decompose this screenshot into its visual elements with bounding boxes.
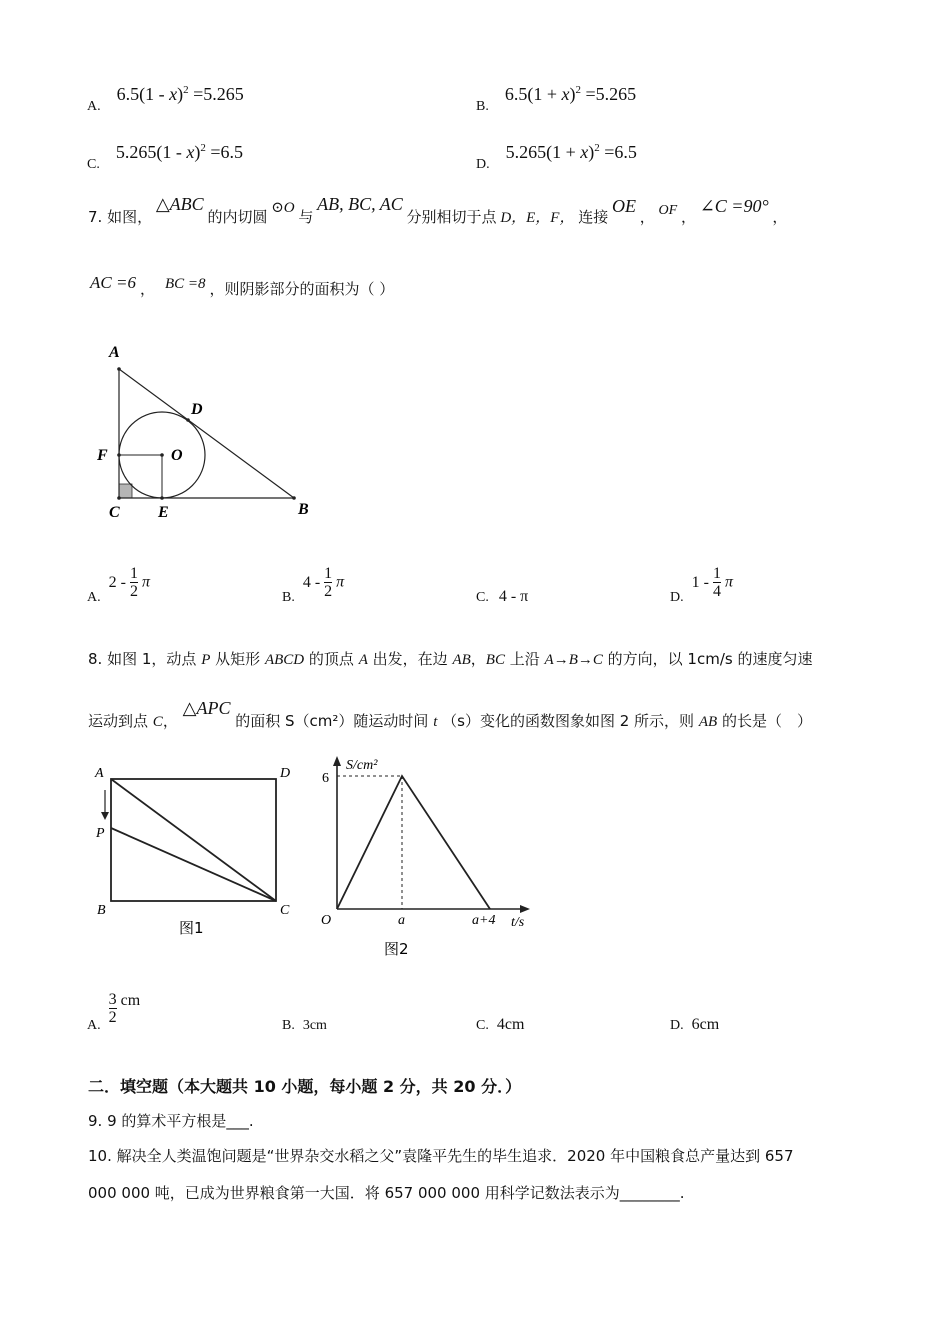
y-axis-arrow [333, 756, 341, 766]
fraction: $\frac{1}{2}$ [324, 565, 333, 600]
q10-line1: 10. 解决全人类温饱问题是“世界杂交水稻之父”袁隆平先生的毕生追求．2020 年中国粮食总产量达到 657 [88, 1147, 794, 1165]
q7-option-d[interactable]: D. 1 - $\frac{1}{4}$ π [670, 565, 733, 605]
q8-figure2 [312, 752, 537, 964]
q8-option-d[interactable]: D. 6cm [670, 1016, 720, 1033]
q7-figure [92, 340, 332, 530]
section-title: 二．填空题（本大题共 10 小题，每小题 2 分，共 20 分．） [88, 1077, 522, 1096]
option-expression: 5.265(1 - x)$^2$ =6.5 [115, 142, 243, 162]
fig2-caption: 图2 [384, 940, 409, 958]
point-d [186, 418, 190, 422]
fig1-label-a: A [95, 766, 104, 781]
side-ab [119, 369, 294, 498]
option-letter: A. [87, 99, 101, 114]
right-angle-shade [119, 484, 132, 498]
q7-option-b[interactable]: B. 4 - $\frac{1}{2}$ π [282, 565, 345, 605]
q7-option-c[interactable]: C. 4 - π [476, 588, 529, 605]
fig2-xlabel: t/s [511, 915, 525, 930]
fig1-caption: 图1 [179, 919, 204, 937]
q6-option-d[interactable] [476, 142, 637, 172]
fig2-origin: O [321, 913, 332, 928]
q10-line2: 000 000 吨，已成为世界粮食第一大国．将 657 000 000 用科学记数法表示为________. [88, 1184, 685, 1202]
q8-figure1 [92, 760, 302, 940]
fig1-label-c: C [280, 903, 290, 918]
label-a: A [109, 344, 120, 361]
point-a [117, 367, 121, 371]
label-c: C [109, 504, 120, 521]
point-o [160, 453, 164, 457]
fraction: $\frac{1}{4}$ [712, 565, 721, 600]
fig1-label-b: B [97, 903, 106, 918]
fraction: $\frac{3}{2}$ [108, 991, 117, 1026]
option-expression: $6.5(1 + x)^2 =5.265$ [504, 84, 637, 104]
q8-option-c[interactable]: C. 4cm [476, 1016, 525, 1033]
q8-stem-line2: 运动到点 C， △APC 的面积 S（cm²）随运动时间 t （s）变化的函数图象如图 2 所示，则 AB 的长是（ ） [88, 698, 812, 730]
q6-option-a[interactable] [87, 84, 244, 114]
fig2-y6: 6 [322, 771, 329, 786]
fig1-label-p: P [96, 826, 105, 841]
q9: 9. 9 的算术平方根是___. [88, 1112, 254, 1130]
q8-option-b[interactable]: B. 3cm [282, 1018, 327, 1033]
q7-stem-line2: AC =6 ， BC =8 ，则阴影部分的面积为（ ） [90, 273, 395, 298]
x-axis-arrow [520, 905, 530, 913]
label-e: E [158, 504, 169, 521]
fig2-xa4: a+4 [472, 913, 496, 928]
point-f [117, 453, 121, 457]
q6-option-c[interactable] [87, 142, 243, 172]
point-b [292, 496, 296, 500]
q7-stem-line1: 7. 如图， △ABC 的内切圆 ⊙O 与 AB, BC, AC 分别相切于点 D，E，F， 连接 OE ， OF ， ∠C =90° ， [88, 194, 788, 226]
q8-stem-line1: 8. 如图 1，动点 P 从矩形 ABCD 的顶点 A 出发，在边 AB，BC 上沿 A→B→C 的方向，以 1cm/s 的速度匀速 [88, 650, 813, 668]
option-letter: D. [476, 157, 490, 172]
fig1-label-d: D [280, 766, 291, 781]
area-graph [337, 776, 490, 909]
option-expression: 6.5(1 - x)$^2$ =5.265 [116, 84, 244, 104]
option-letter: B. [476, 99, 489, 114]
label-b: B [298, 501, 309, 518]
point-e [160, 496, 164, 500]
label-o: O [171, 447, 183, 464]
label-f: F [97, 447, 108, 464]
fig2-ylabel: S/cm² [346, 758, 378, 773]
q8-option-a[interactable]: A. $\frac{3}{2}$ cm [87, 991, 141, 1033]
option-expression: $5.265(1 + x)^2 =6.5$ [505, 142, 637, 162]
fraction: $\frac{1}{2}$ [129, 565, 138, 600]
fig2-xa: a [398, 913, 405, 928]
arrow-head [101, 812, 109, 820]
option-letter: C. [87, 157, 100, 172]
diagonal-ac [111, 779, 276, 901]
q6-option-b[interactable] [476, 84, 637, 114]
label-d: D [191, 401, 203, 418]
point-c [117, 496, 121, 500]
q7-option-a[interactable]: A. 2 - $\frac{1}{2}$ π [87, 565, 150, 605]
